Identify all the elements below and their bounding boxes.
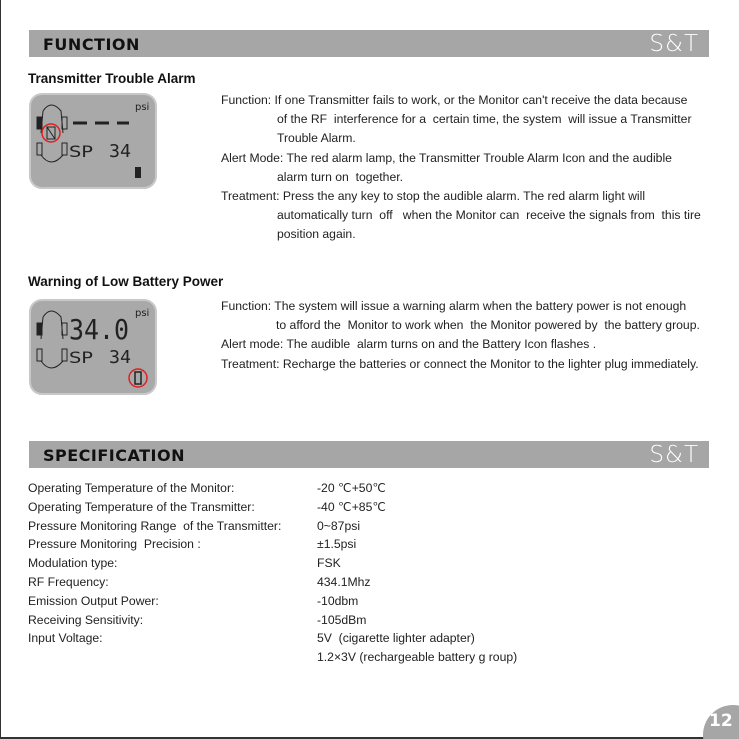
paragraph-line: of the RF interference for a certain time, the system will issue a Transmitter [277,112,692,127]
spec-value: -105dBm [317,612,367,627]
spec-value: -10dbm [317,593,359,608]
lcd-display-low-battery [29,299,157,395]
section-heading: Transmitter Trouble Alarm [28,71,196,86]
spec-label: Pressure Monitoring Range of the Transmitter: [28,518,282,533]
paragraph-line: Treatment: Recharge the batteries or connect the Monitor to the lighter plug immediately. [221,356,699,371]
paragraph-line: to afford the Monitor to work when the Monitor powered by the battery group. [276,318,700,333]
sp-label: SP [69,142,94,161]
spec-value: ±1.5psi [317,537,357,552]
spec-value: 0~87psi [317,518,361,533]
paragraph-line: position again. [277,227,356,242]
spec-label: Modulation type: [28,556,118,571]
brand-logo: S&T [649,442,699,468]
spec-value: 434.1Mhz [317,575,371,589]
spec-label: Operating Temperature of the Transmitter: [28,499,255,514]
function-header-bar [29,30,709,57]
section-heading: Warning of Low Battery Power [28,274,224,289]
spec-label: RF Frequency: [28,575,109,589]
specification-header-bar [29,441,709,468]
section-title: FUNCTION [43,35,140,54]
spec-value: 5V (cigarette lighter adapter) [317,631,475,646]
paragraph-line: alarm turn on together. [277,169,404,184]
paragraph-line: Alert Mode: The red alarm lamp, the Transmitter Trouble Alarm Icon and the audible [221,150,672,165]
page-border [0,0,1,738]
page-number-badge [703,705,739,739]
spec-label: Emission Output Power: [28,593,159,608]
spec-value: 1.2×3V (rechargeable battery g roup) [317,650,518,665]
sp-value: 34 [109,141,131,162]
paragraph-line: Function: If one Transmitter fails to work, or the Monitor can't receive the data because [221,93,688,107]
brand-logo: S&T [649,31,699,57]
spec-value: -20 ℃+50℃ [317,481,387,495]
section-title: SPECIFICATION [43,446,185,465]
pressure-value: 34.0 [69,313,129,346]
paragraph-line: Alert mode: The audible alarm turns on and the Battery Icon flashes . [221,337,597,352]
paragraph-line: Trouble Alarm. [277,131,356,146]
paragraph-line: automatically turn off when the Monitor can receive the signals from this tire [277,208,701,223]
lcd-display-transmitter-trouble [29,93,157,189]
spec-label: Receiving Sensitivity: [28,612,144,627]
page-number: 12 [709,711,733,731]
spec-label: Operating Temperature of the Monitor: [28,481,235,495]
spec-value: -40 ℃+85℃ [317,499,387,514]
spec-label: Pressure Monitoring Precision : [28,537,201,552]
sp-value: 34 [109,347,131,368]
paragraph-line: Function: The system will issue a warning alarm when the battery power is not enough [221,299,687,313]
sp-label: SP [69,348,94,367]
unit-label: psi [135,308,150,319]
battery-icon [135,167,141,178]
unit-label: psi [135,102,150,113]
spec-label: Input Voltage: [28,631,103,646]
paragraph-line: Treatment: Press the any key to stop the audible alarm. The red alarm light will [221,189,646,203]
spec-value: FSK [317,556,341,571]
